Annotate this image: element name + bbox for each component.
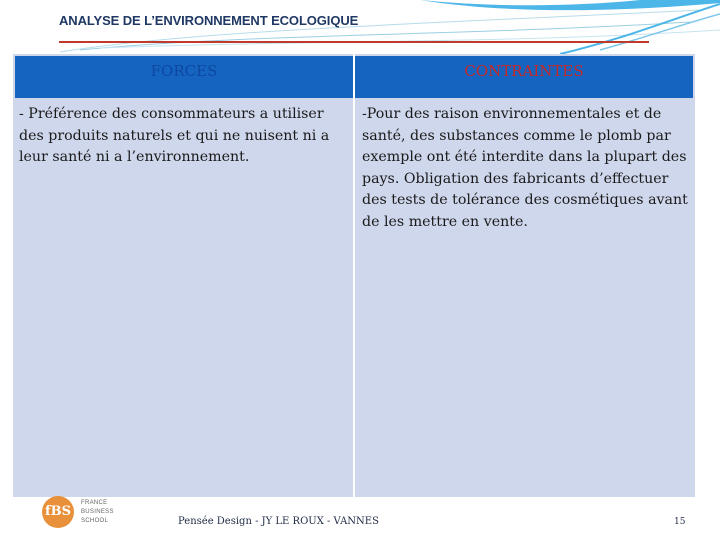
footer-credit: Pensée Design - JY LE ROUX - VANNES: [178, 516, 379, 527]
header-forces-label: FORCES: [150, 62, 218, 80]
header-contraintes-label: CONTRAINTES: [464, 62, 584, 80]
cell-contraintes: -Pour des raison environnementales et de santé, des substances comme le plomb par exemple ont été interdite dans la plupart des pays. Obligation des fabricants d’effectuer des tests de tolérance des cosmétiques avant de les mettre en vente.: [362, 106, 688, 230]
fbs-logo-mark: fBS: [42, 496, 74, 528]
swot-table: [13, 54, 695, 497]
fbs-logo-text: [81, 499, 114, 526]
logo-line-3: SCHOOL: [81, 518, 109, 524]
header-contraintes: [355, 56, 693, 98]
logo-line-2: BUSINESS: [81, 509, 114, 515]
fbs-logo: [42, 496, 122, 532]
page-number: 15: [674, 517, 686, 527]
title-underline: [59, 41, 649, 43]
cell-forces: - Préférence des consommateurs a utiliser des produits naturels et qui ne nuisent ni a leur santé ni a l’environnement.: [19, 106, 330, 166]
header-forces: [15, 56, 353, 98]
logo-line-1: FRANCE: [81, 500, 108, 506]
slide-title: ANALYSE DE L’ENVIRONNEMENT ECOLOGIQUE: [59, 13, 359, 28]
